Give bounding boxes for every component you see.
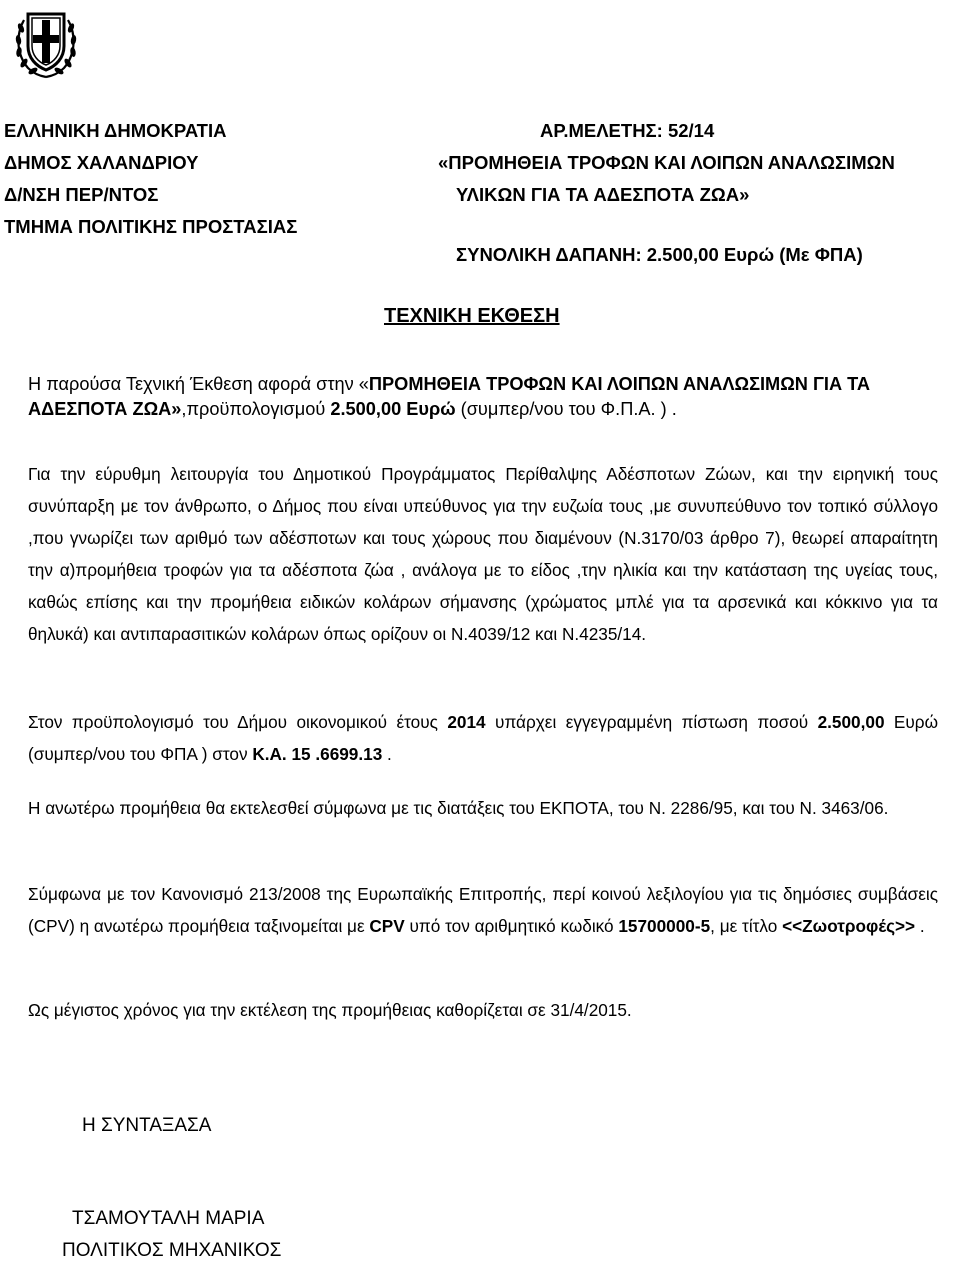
greek-coat-of-arms-icon bbox=[14, 4, 78, 80]
signature-label: Η ΣΥΝΤΑΞΑΣΑ bbox=[82, 1115, 212, 1136]
header-municipality: ΔΗΜΟΣ ΧΑΛΑΝΔΡΙΟΥ bbox=[4, 152, 199, 173]
intro-paragraph: Η παρούσα Τεχνική Έκθεση αφορά στην «ΠΡΟΜΗΘΕΙΑ ΤΡΟΦΩΝ ΚΑΙ ΛΟΙΠΩΝ ΑΝΑΛΩΣΙΜΩΝ ΓΙΑ ΤΑ ΑΔΕΣΠΟΤΑ ΖΩΑ»,προϋπολογισμού 2.500,00 Ευρώ (συμπερ/νου του Φ.Π.Α. ) . bbox=[28, 374, 871, 419]
paragraph-legal: Η ανωτέρω προμήθεια θα εκτελεσθεί σύμφωνα με τις διατάξεις του ΕΚΠΟΤΑ, του Ν. 2286/95, και του Ν. 3463/06. bbox=[28, 798, 889, 818]
project-title-line2: ΥΛΙΚΩΝ ΓΙΑ ΤΑ ΑΔΕΣΠΟΤΑ ΖΩΑ» bbox=[456, 184, 750, 205]
project-title-line1: «ΠΡΟΜΗΘΕΙΑ ΤΡΟΦΩΝ ΚΑΙ ΛΟΙΠΩΝ ΑΝΑΛΩΣΙΜΩΝ bbox=[438, 152, 895, 173]
header-directorate: Δ/ΝΣΗ ΠΕΡ/ΝΤΟΣ bbox=[4, 184, 159, 205]
paragraph-deadline: Ως μέγιστος χρόνος για την εκτέλεση της προμήθειας καθορίζεται σε 31/4/2015. bbox=[28, 1000, 632, 1020]
paragraph-cpv: Σύμφωνα με τον Κανονισμό 213/2008 της Ευρωπαϊκής Επιτροπής, περί κοινού λεξιλογίου για τις δημόσιες συμβάσεις (CPV) η ανωτέρω προμήθεια ταξινομείται με CPV υπό τον αριθμητικό κωδικό 15700000-5, με τίτλο <<Ζωοτροφές>> . bbox=[28, 884, 938, 936]
signature-name: ΤΣΑΜΟΥΤΑΛΗ ΜΑΡΙΑ bbox=[72, 1208, 265, 1229]
signature-role: ΠΟΛΙΤΙΚΟΣ ΜΗΧΑΝΙΚΟΣ bbox=[62, 1240, 282, 1261]
header-country: ΕΛΛΗΝΙΚΗ ΔΗΜΟΚΡΑΤΙΑ bbox=[4, 120, 227, 141]
page-title: ΤΕΧΝΙΚΗ ΕΚΘΕΣΗ bbox=[384, 305, 560, 327]
header-department: ΤΜΗΜΑ ΠΟΛΙΤΙΚΗΣ ΠΡΟΣΤΑΣΙΑΣ bbox=[4, 216, 298, 237]
paragraph-purpose: Για την εύρυθμη λειτουργία του Δημοτικού Προγράμματος Περίθαλψης Αδέσποτων Ζώων, και την ειρηνική τους συνύπαρξη με τον άνθρωπο, ο Δήμος που είναι υπεύθυνος για την ευζωία τους ,με συνυπεύθυνο τον τοπικό σύλλογο ,που γνωρίζει των αριθμό των αδέσποτων και τους χώρους που διαμένουν (Ν.3170/03 άρθρο 7), θεωρεί απαραίτητη την α)προμήθεια τροφών για τα αδέσποτα ζώα , ανάλογα με το είδος ,την ηλικία και την κατάσταση της υγείας τους, καθώς επίσης και την προμήθεια ειδικών κολάρων σήμανσης (χρώματος μπλέ για τα αρσενικά και κόκκινο για τα θηλυκά) και αντιπαρασιτικών κολάρων όπως ορίζουν οι Ν.4039/12 και Ν.4235/14. bbox=[28, 464, 938, 644]
total-cost: ΣΥΝΟΛΙΚΗ ΔΑΠΑΝΗ: 2.500,00 Ευρώ (Με ΦΠΑ) bbox=[456, 244, 863, 265]
paragraph-budget: Στον προϋπολογισμό του Δήμου οικονομικού έτους 2014 υπάρχει εγγεγραμμένη πίστωση ποσού 2.500,00 Ευρώ (συμπερ/νου του ΦΠΑ ) στον Κ.Α. 15 .6699.13 . bbox=[28, 712, 938, 764]
study-number: ΑΡ.ΜΕΛΕΤΗΣ: 52/14 bbox=[540, 120, 715, 141]
